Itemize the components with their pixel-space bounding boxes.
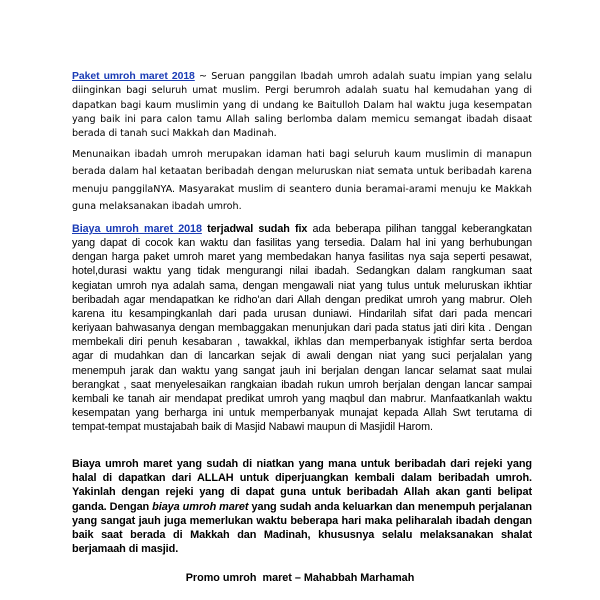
paragraph-3-text: ada beberapa pilihan tanggal keberangkatan yang dapat di cocok kan waktu dan fasilitas yang tersedia. Dalam hal ini yang berhubungan dengan harga paket umroh maret yang membedakan hanya fasilitas nya saja seperti pesawat, hotel,durasi waktu yang tidak mengurangi nilai ibadah. Sedangkan dalam rangkuman saat kegiatan umroh nya adalah sama, dengan mengawali niat yang tulus untuk meluruskan ikhtiar beribadah agar mendapatkan ke ridho'an dari Allah dengan predikat umroh yang mabrur. Oleh karena itu kesampingkanlah dari pada urusan duniawi. Hindarilah sifat dari pada mencari keriyaan bahwasanya dengan membaggakan menunjukan dari pada status jati diri kita . Dengan membekali diri penuh kesabaran , tawakkal, ikhlas dan memperbanyak istighfar serta berdoa agar di mudahkan dan di lancarkan sejak di awali dengan niat yang suci perjalalan yang menempuh jarak dan waktu yang sangat jauh ini berjalan dengan lancar selamat saat mulai berangkat , saat menyelesaikan rangkaian ibadah rukun umroh berjalan dengan lancar sampai kembali ke tanah air mendapat predikat umroh yang maqbul dan mabrur. Manfaatkanlah waktu kesempatan yang berharga ini untuk memperbanyak munajat kepada Allah Swt terutama di tempat-tempat mustajabah baik di Masjid Nabawi maupun di Masjidil Harom. bbox=[72, 223, 532, 434]
paragraph-1-text: ~ Seruan panggilan Ibadah umroh adalah suatu impian yang selalu diinginkan bagi seluruh umat muslim. Pergi berumroh adalah suatu hal kemudahan yang di dapatkan bagi kaum muslimin yang di undang ke Baitulloh Dalam hal waktu juga kesempatan yang baik ini para calon tamu Allah saling berlomba dalam memicu semangat ibadah disaat berada di tanah suci Makkah dan Madinah. bbox=[72, 71, 532, 140]
paragraph-menunaikan-ibadah bbox=[72, 146, 532, 215]
paragraph-4-bold-italic: biaya umroh maret bbox=[152, 500, 249, 513]
paragraph-paket-umroh bbox=[72, 70, 532, 141]
footer-title: Promo umroh maret – Mahabbah Marhamah bbox=[185, 572, 415, 584]
paragraph-3-bold: terjadwal sudah fix bbox=[201, 223, 308, 235]
paket-umroh-maret-link[interactable]: Paket umroh maret 2018 bbox=[72, 71, 195, 82]
paragraph-2-text: Menunaikan ibadah umroh merupakan idaman hati bagi seluruh kaum muslimin di manapun berada dalam hal ketaatan beribadah dengan meluruskan niat semata untuk beribadah karena menuju panggilaNYA. Masyarakat muslim di seantero dunia beramai-arami menuju ke Makkah guna melaksanakan ibadah umroh. bbox=[72, 149, 532, 212]
paragraph-4-text-b: yang sudah anda keluarkan dan menempuh perjalanan yang sangat jauh juga memerlukan waktu beberapa hari maka peliharalah ibadah dengan baik saat berada di Makkah dan Madinah, khususnya selalu melaksanakan shalat berjamaah di masjid. bbox=[72, 500, 532, 556]
paragraph-biaya-umroh bbox=[72, 222, 532, 434]
paragraph-biaya-niat bbox=[72, 457, 532, 556]
biaya-umroh-maret-link[interactable]: Biaya umroh maret 2018 bbox=[72, 223, 202, 235]
paragraph-4-text-a: Biaya umroh maret yang sudah di niatkan yang mana untuk beribadah dari rejeki yang halal di dapatkan dari ALLAH untuk diperjuangkan kembali dalam beribadah umroh. Yakinlah dengan rejeki yang di dapat guna untuk beribadah Allah akan ganti belipat ganda. Dengan bbox=[72, 458, 532, 513]
